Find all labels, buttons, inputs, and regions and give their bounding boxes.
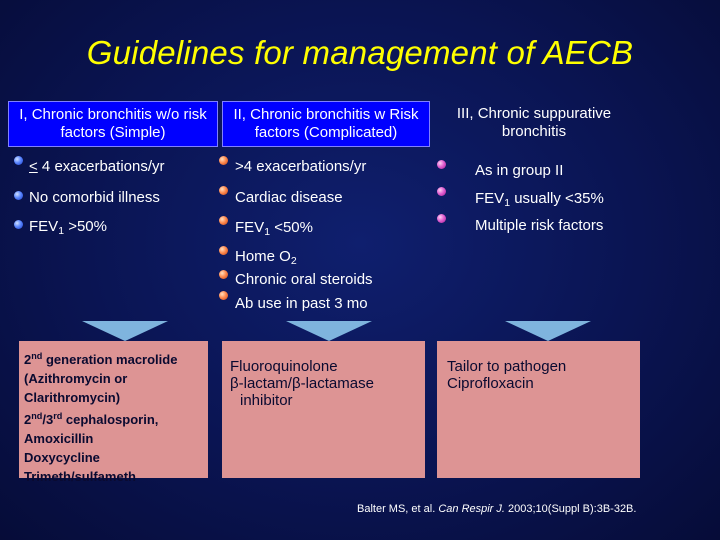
group-3-treatment-box (437, 341, 640, 478)
group-3-bullet: As in group II (475, 162, 564, 179)
bullet-icon (437, 160, 446, 169)
group-2-bullet: Ab use in past 3 mo (235, 295, 368, 312)
bullet-icon (219, 186, 228, 195)
group-2-treatment-box (222, 341, 425, 478)
bullet-icon (219, 270, 228, 279)
group-2-bullet: $FEV_1 <50\%$ (235, 219, 313, 238)
down-arrow-icon (82, 321, 168, 341)
treatment-line: 2nd generation macrolide (24, 351, 178, 367)
reference-authors: Balter MS, et al. (357, 503, 436, 515)
treatment-line: Ciprofloxacin (447, 375, 534, 392)
treatment-line: Doxycycline (24, 450, 100, 465)
treatment-line: inhibitor (240, 392, 293, 409)
down-arrow-icon (286, 321, 372, 341)
group-2-bullet: Cardiac disease (235, 189, 343, 206)
group-3-bullet: Multiple risk factors (475, 217, 604, 234)
treatment-line: β-lactam/β-lactamase (230, 375, 374, 392)
treatment-line: (Azithromycin or (24, 371, 128, 386)
group-2-header: II, Chronic bronchitis w Risk factors (Complicated) (222, 101, 430, 147)
treatment-line: Clarithromycin) (24, 390, 121, 405)
treatment-line: Trimeth/sulfameth (24, 469, 136, 484)
bullet-icon (219, 156, 228, 165)
group-1-bullet: < 4 exacerbations/yr (29, 158, 165, 175)
bullet-icon (437, 214, 446, 223)
treatment-line: 2nd/3rd cephalosporin, (24, 411, 159, 427)
group-3-header: III, Chronic suppurative bronchitis (456, 105, 612, 140)
group-2-bullet: >4 exacerbations/yr (235, 158, 367, 175)
bullet-icon (14, 156, 23, 165)
bullet-icon (219, 216, 228, 225)
reference-journal: Can Respir J. (438, 503, 505, 515)
bullet-icon (219, 291, 228, 300)
treatment-line: Amoxicillin (24, 431, 94, 446)
group-2-bullet: Chronic oral steroids (235, 271, 373, 288)
reference-citation (357, 503, 636, 515)
group-2-bullet: Home $O_2$ (235, 248, 297, 267)
bullet-icon (14, 220, 23, 229)
slide-title: Guidelines for management of AECB (86, 34, 634, 71)
treatment-line: Tailor to pathogen (447, 358, 567, 375)
down-arrow-icon (505, 321, 591, 341)
bullet-icon (437, 187, 446, 196)
reference-details: 2003;10(Suppl B):3B-32B. (508, 503, 637, 515)
group-1-treatment-box (19, 341, 208, 484)
group-3-bullet: $FEV_1$ usually <35% (475, 190, 604, 209)
group-1-bullet: No comorbid illness (29, 189, 160, 206)
treatment-line: Fluoroquinolone (230, 358, 338, 375)
bullet-icon (219, 246, 228, 255)
group-1-bullet: $FEV_1 >50\%$ (29, 218, 107, 237)
group-1-header: I, Chronic bronchitis w/o risk factors (Simple) (8, 101, 218, 147)
bullet-icon (14, 191, 23, 200)
